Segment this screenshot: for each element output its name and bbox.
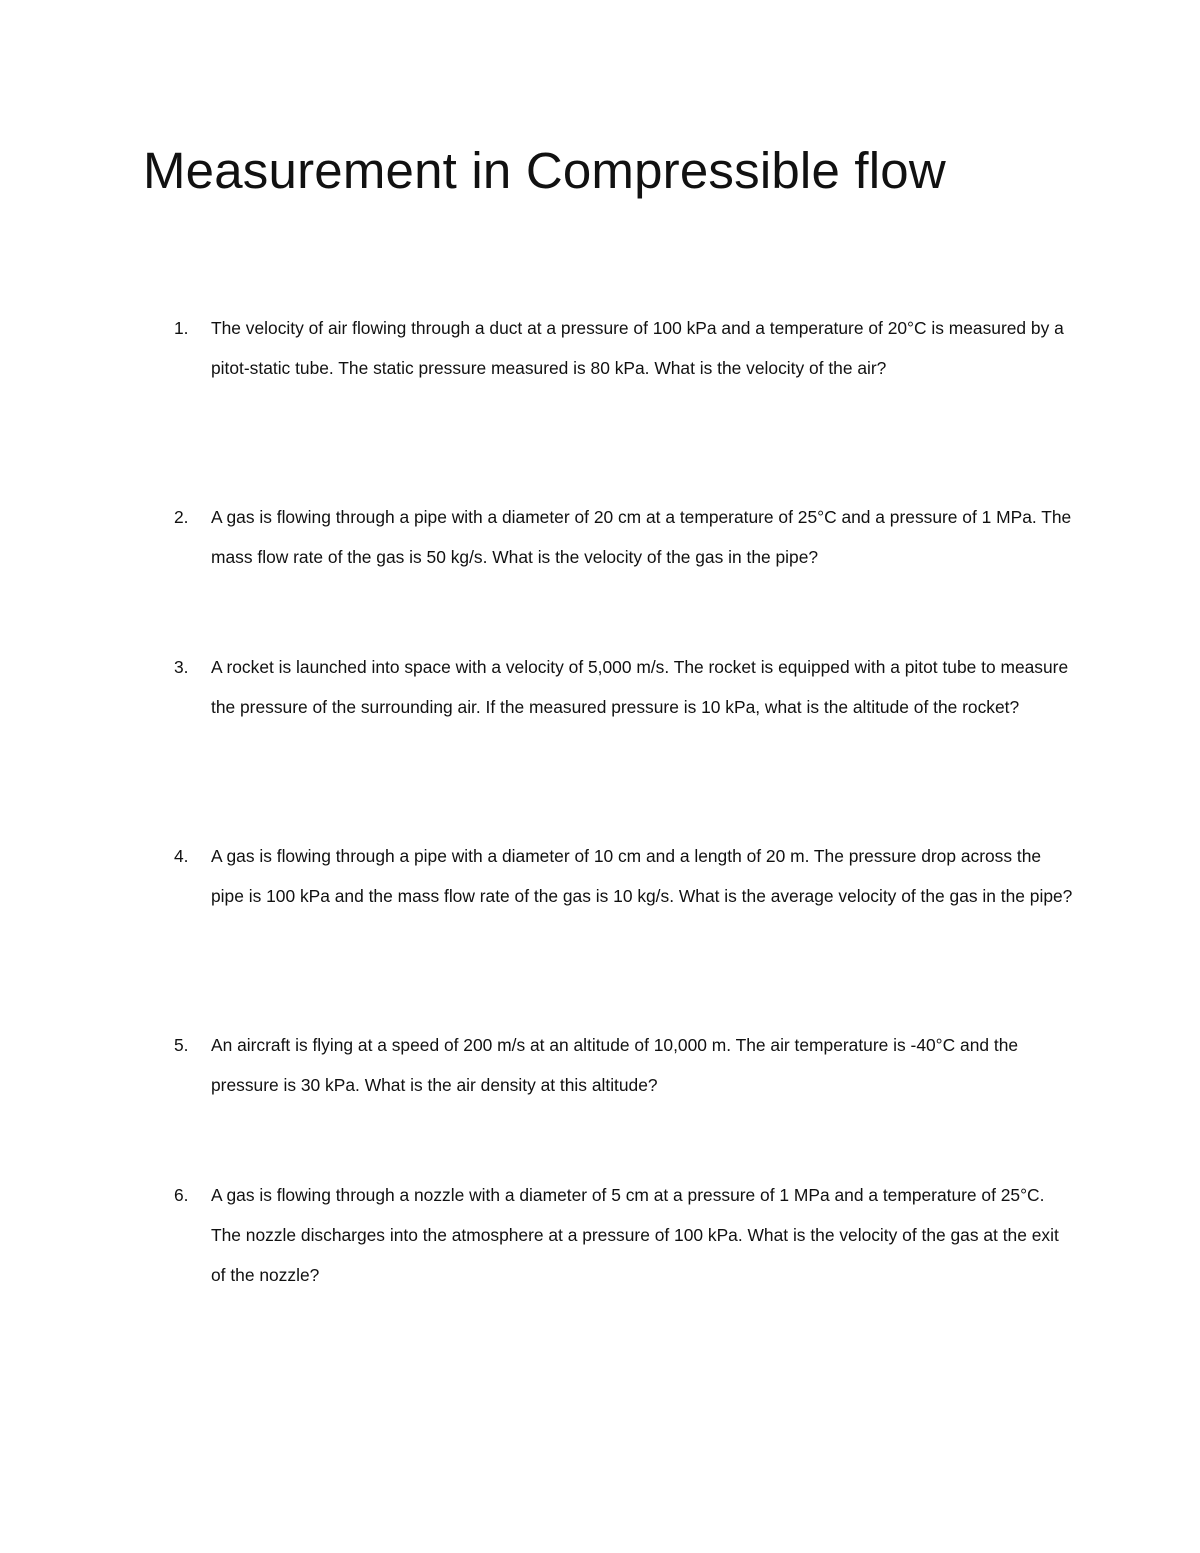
question-text: An aircraft is flying at a speed of 200 m/s at an altitude of 10,000 m. The air temperature is -40°C and the pressure is 30 kPa. What is the air density at this altitude?: [211, 1035, 1019, 1095]
question-text: The velocity of air flowing through a duct at a pressure of 100 kPa and a temperature of 20°C is measured by a pitot-static tube. The static pressure measured is 80 kPa. What is the velocity of the air?: [211, 318, 1064, 378]
question-number: 5.: [174, 1035, 189, 1055]
question-item-6: [143, 1175, 1073, 1295]
question-number: 2.: [174, 507, 189, 527]
question-item-2: [143, 497, 1073, 577]
question-text: A gas is flowing through a pipe with a diameter of 10 cm and a length of 20 m. The pressure drop across the pipe is 100 kPa and the mass flow rate of the gas is 10 kg/s. What is the average velocity of the gas in the pipe?: [211, 846, 1073, 906]
question-number: 3.: [174, 657, 189, 677]
question-number: 1.: [174, 318, 189, 338]
question-number: 4.: [174, 846, 189, 866]
question-text: A gas is flowing through a pipe with a diameter of 20 cm at a temperature of 25°C and a pressure of 1 MPa. The mass flow rate of the gas is 50 kg/s. What is the velocity of the gas in the pipe?: [211, 507, 1072, 567]
question-text: A gas is flowing through a nozzle with a diameter of 5 cm at a pressure of 1 MPa and a temperature of 25°C. The nozzle discharges into the atmosphere at a pressure of 100 kPa. What is the velocity of the gas at the exit of the nozzle?: [211, 1185, 1059, 1285]
question-text: A rocket is launched into space with a velocity of 5,000 m/s. The rocket is equipped with a pitot tube to measure the pressure of the surrounding air. If the measured pressure is 10 kPa, what is the altitude of the rocket?: [211, 657, 1069, 717]
document-title: Measurement in Compressible flow: [143, 142, 946, 199]
question-item-1: [143, 308, 1073, 388]
question-item-5: [143, 1025, 1073, 1105]
question-item-3: [143, 647, 1073, 727]
question-item-4: [143, 836, 1073, 916]
question-number: 6.: [174, 1185, 189, 1205]
